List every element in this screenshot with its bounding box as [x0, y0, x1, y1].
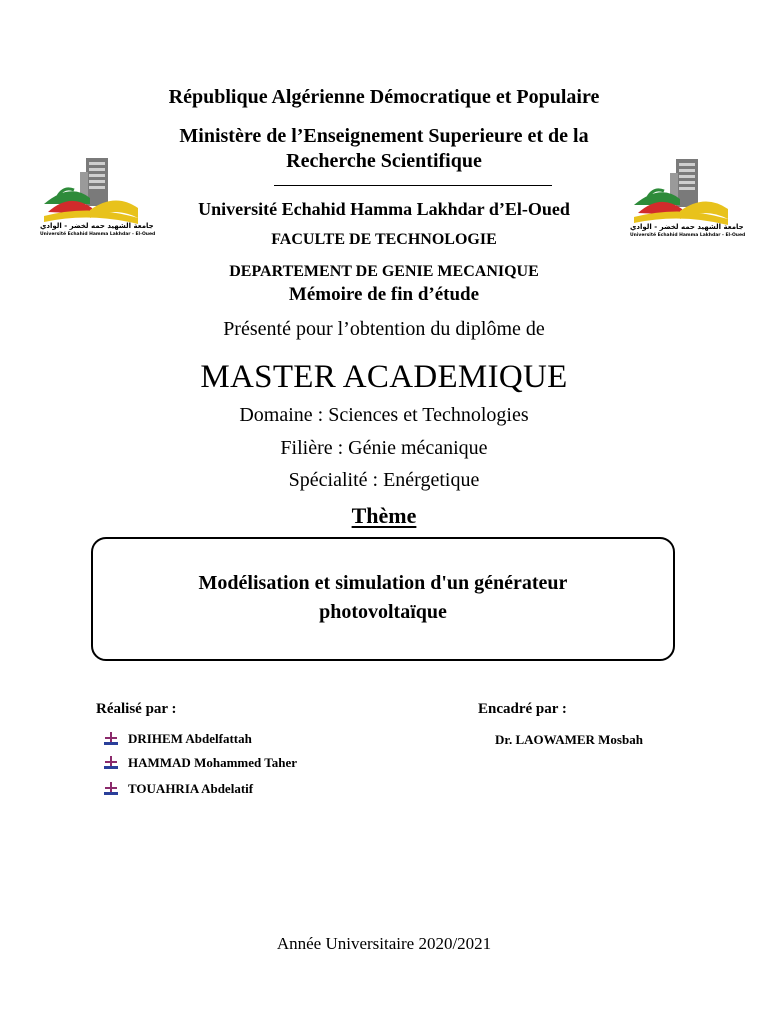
degree-title: MASTER ACADEMIQUE — [200, 359, 568, 395]
logo-caption-french: Université Echahid Hamma Lakhdar - El-Oued — [40, 232, 156, 237]
theme-label: Thème — [351, 503, 417, 528]
presente-text: Présenté pour l’obtention du diplôme de — [223, 318, 545, 340]
logo-caption-arabic: جامعة الشهيد حمه لخضر - الوادي — [630, 223, 744, 231]
realise-par-label: Réalisé par : — [96, 701, 177, 717]
logo-caption-french: Université Echahid Hamma Lakhdar - El-Oued — [630, 233, 746, 238]
ministry-line-2: Recherche Scientifique — [286, 150, 482, 172]
author-name: TOUAHRIA Abdelatif — [128, 781, 254, 796]
memoire-label: Mémoire de fin d’étude — [288, 284, 480, 305]
theme-box — [91, 537, 675, 661]
logo-caption-arabic: جامعة الشهيد حمه لخضر - الوادي — [40, 222, 154, 230]
theme-title-line-2: photovoltaïque — [319, 601, 447, 623]
faculty-name: FACULTE DE TECHNOLOGIE — [271, 231, 497, 248]
filiere-text: Filière : Génie mécanique — [280, 437, 488, 459]
header-divider — [274, 185, 552, 186]
ministry-line-1: Ministère de l’Enseignement Superieure et de la — [179, 125, 589, 147]
theme-title-line-1: Modélisation et simulation d'un générateur — [198, 572, 568, 594]
academic-year: Année Universitaire 2020/2021 — [276, 934, 492, 953]
university-name: Université Echahid Hamma Lakhdar d’El-Oued — [198, 199, 570, 219]
domaine-text: Domaine : Sciences et Technologies — [239, 404, 529, 426]
republic-heading: République Algérienne Démocratique et Populaire — [168, 86, 600, 108]
supervisor-name: Dr. LAOWAMER Mosbah — [495, 732, 643, 747]
theme-title — [93, 569, 673, 627]
ministry-heading — [0, 124, 768, 174]
bullet-icon — [104, 732, 118, 746]
department-name: DEPARTEMENT DE GENIE MECANIQUE — [229, 263, 539, 280]
bullet-icon — [104, 782, 118, 796]
specialite-text: Spécialité : Enérgetique — [288, 469, 480, 491]
author-name: HAMMAD Mohammed Taher — [128, 755, 297, 770]
encadre-par-label: Encadré par : — [478, 701, 567, 717]
author-list-item — [104, 781, 253, 797]
author-list-item — [104, 731, 252, 747]
author-name: DRIHEM Abdelfattah — [128, 731, 252, 746]
author-list-item — [104, 755, 297, 771]
bullet-icon — [104, 756, 118, 770]
